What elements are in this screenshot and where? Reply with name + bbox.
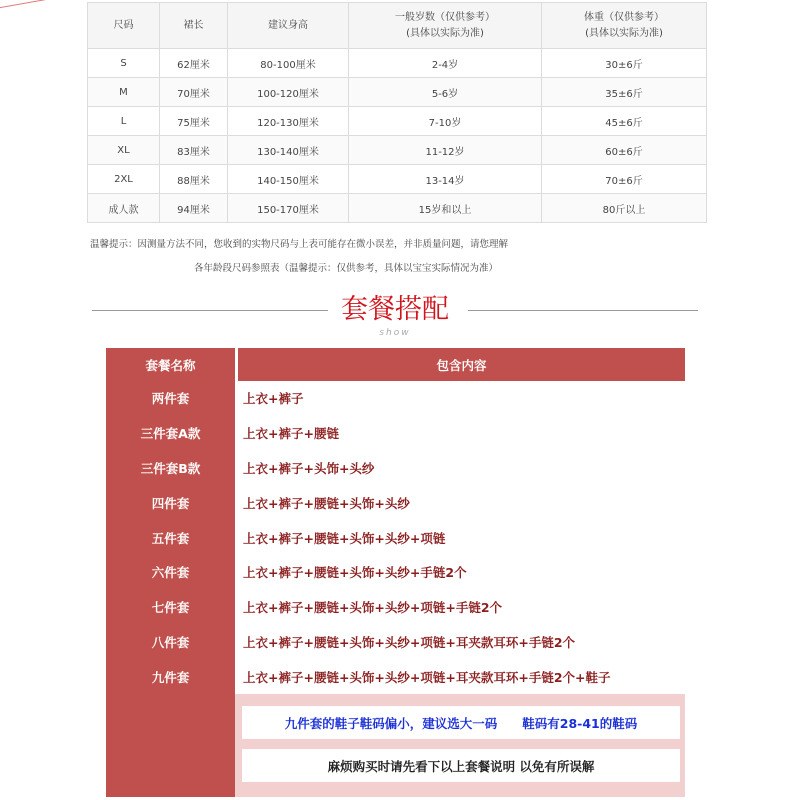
size-cell: 成人款 — [88, 194, 160, 223]
package-name: 五件套 — [151, 530, 190, 546]
header-weight: 体重（仅供参考） (具体以实际为准) — [542, 3, 707, 49]
package-name: 八件套 — [151, 634, 190, 650]
weight-cell: 70±6斤 — [542, 165, 707, 194]
weight-cell: 60±6斤 — [542, 136, 707, 165]
size-cell: L — [88, 107, 160, 136]
table-row — [88, 78, 707, 107]
package-header-row — [106, 348, 685, 381]
size-cell: XL — [88, 136, 160, 165]
age-cell: 5-6岁 — [349, 78, 542, 107]
weight-cell: 30±6斤 — [542, 49, 707, 78]
package-content-column — [238, 381, 685, 694]
header-age: 一般岁数（仅供参考） (具体以实际为准) — [349, 3, 542, 49]
package-content: 上衣+裤子+腰链+头饰+头纱+项链+耳夹款耳环+手链2个+鞋子 — [243, 669, 611, 685]
notice-band — [106, 694, 685, 797]
age-cell: 7-10岁 — [349, 107, 542, 136]
package-content: 上衣+裤子 — [243, 391, 304, 407]
section-heading — [92, 292, 698, 342]
height-cell: 140-150厘米 — [228, 165, 349, 194]
length-cell: 94厘米 — [160, 194, 228, 223]
package-content: 上衣+裤子+腰链+头饰+头纱+项链+手链2个 — [243, 600, 503, 616]
height-cell: 80-100厘米 — [228, 49, 349, 78]
header-size: 尺码 — [88, 3, 160, 49]
table-row — [88, 136, 707, 165]
size-cell: M — [88, 78, 160, 107]
section-subtitle: show — [379, 328, 411, 338]
weight-cell: 35±6斤 — [542, 78, 707, 107]
header-package-name: 套餐名称 — [106, 348, 235, 381]
table-caption: 各年龄段尺码参照表（温馨提示：仅供参考，具体以宝宝实际情况为准） — [194, 263, 499, 274]
age-cell: 15岁和以上 — [349, 194, 542, 223]
length-cell: 70厘米 — [160, 78, 228, 107]
shoe-size-notice: 九件套的鞋子鞋码偏小，建议选大一码 鞋码有28-41的鞋码 — [242, 706, 680, 739]
name-column-extension — [106, 694, 235, 797]
size-table-header-row — [88, 3, 707, 49]
weight-cell: 80斤以上 — [542, 194, 707, 223]
table-row — [88, 107, 707, 136]
length-cell: 88厘米 — [160, 165, 228, 194]
height-cell: 150-170厘米 — [228, 194, 349, 223]
package-content: 上衣+裤子+腰链+头饰+头纱+手链2个 — [243, 565, 467, 581]
header-length: 裙长 — [160, 3, 228, 49]
package-name: 三件套A款 — [140, 426, 201, 442]
package-content: 上衣+裤子+腰链+头饰+头纱+项链 — [243, 530, 446, 546]
package-name: 六件套 — [151, 565, 190, 581]
table-row — [88, 194, 707, 223]
corner-decoration — [0, 0, 80, 20]
length-cell: 75厘米 — [160, 107, 228, 136]
package-content: 上衣+裤子+头饰+头纱 — [243, 460, 375, 476]
length-cell: 62厘米 — [160, 49, 228, 78]
package-name: 七件套 — [151, 600, 190, 616]
age-cell: 11-12岁 — [349, 136, 542, 165]
package-content: 上衣+裤子+腰链 — [243, 426, 339, 442]
read-before-buy-notice: 麻烦购买时请先看下以上套餐说明 以免有所误解 — [242, 749, 680, 782]
size-chart-table — [87, 2, 707, 223]
package-name: 三件套B款 — [140, 460, 201, 476]
size-cell: 2XL — [88, 165, 160, 194]
section-title: 套餐搭配 — [341, 294, 449, 325]
package-name-column — [106, 381, 235, 694]
age-cell: 13-14岁 — [349, 165, 542, 194]
age-cell: 2-4岁 — [349, 49, 542, 78]
package-name: 九件套 — [151, 669, 190, 685]
header-package-content: 包含内容 — [238, 348, 685, 381]
package-content: 上衣+裤子+腰链+头饰+头纱 — [243, 495, 410, 511]
measurement-tip: 温馨提示：因测量方法不同，您收到的实物尺码与上表可能存在微小误差，并非质量问题，请您理解 — [90, 239, 509, 250]
table-row — [88, 165, 707, 194]
header-height: 建议身高 — [228, 3, 349, 49]
height-cell: 100-120厘米 — [228, 78, 349, 107]
length-cell: 83厘米 — [160, 136, 228, 165]
size-cell: S — [88, 49, 160, 78]
package-name: 四件套 — [151, 495, 190, 511]
package-table — [106, 348, 685, 797]
height-cell: 130-140厘米 — [228, 136, 349, 165]
weight-cell: 45±6斤 — [542, 107, 707, 136]
package-content: 上衣+裤子+腰链+头饰+头纱+项链+耳夹款耳环+手链2个 — [243, 634, 576, 650]
package-name: 两件套 — [151, 391, 190, 407]
table-row — [88, 49, 707, 78]
height-cell: 120-130厘米 — [228, 107, 349, 136]
